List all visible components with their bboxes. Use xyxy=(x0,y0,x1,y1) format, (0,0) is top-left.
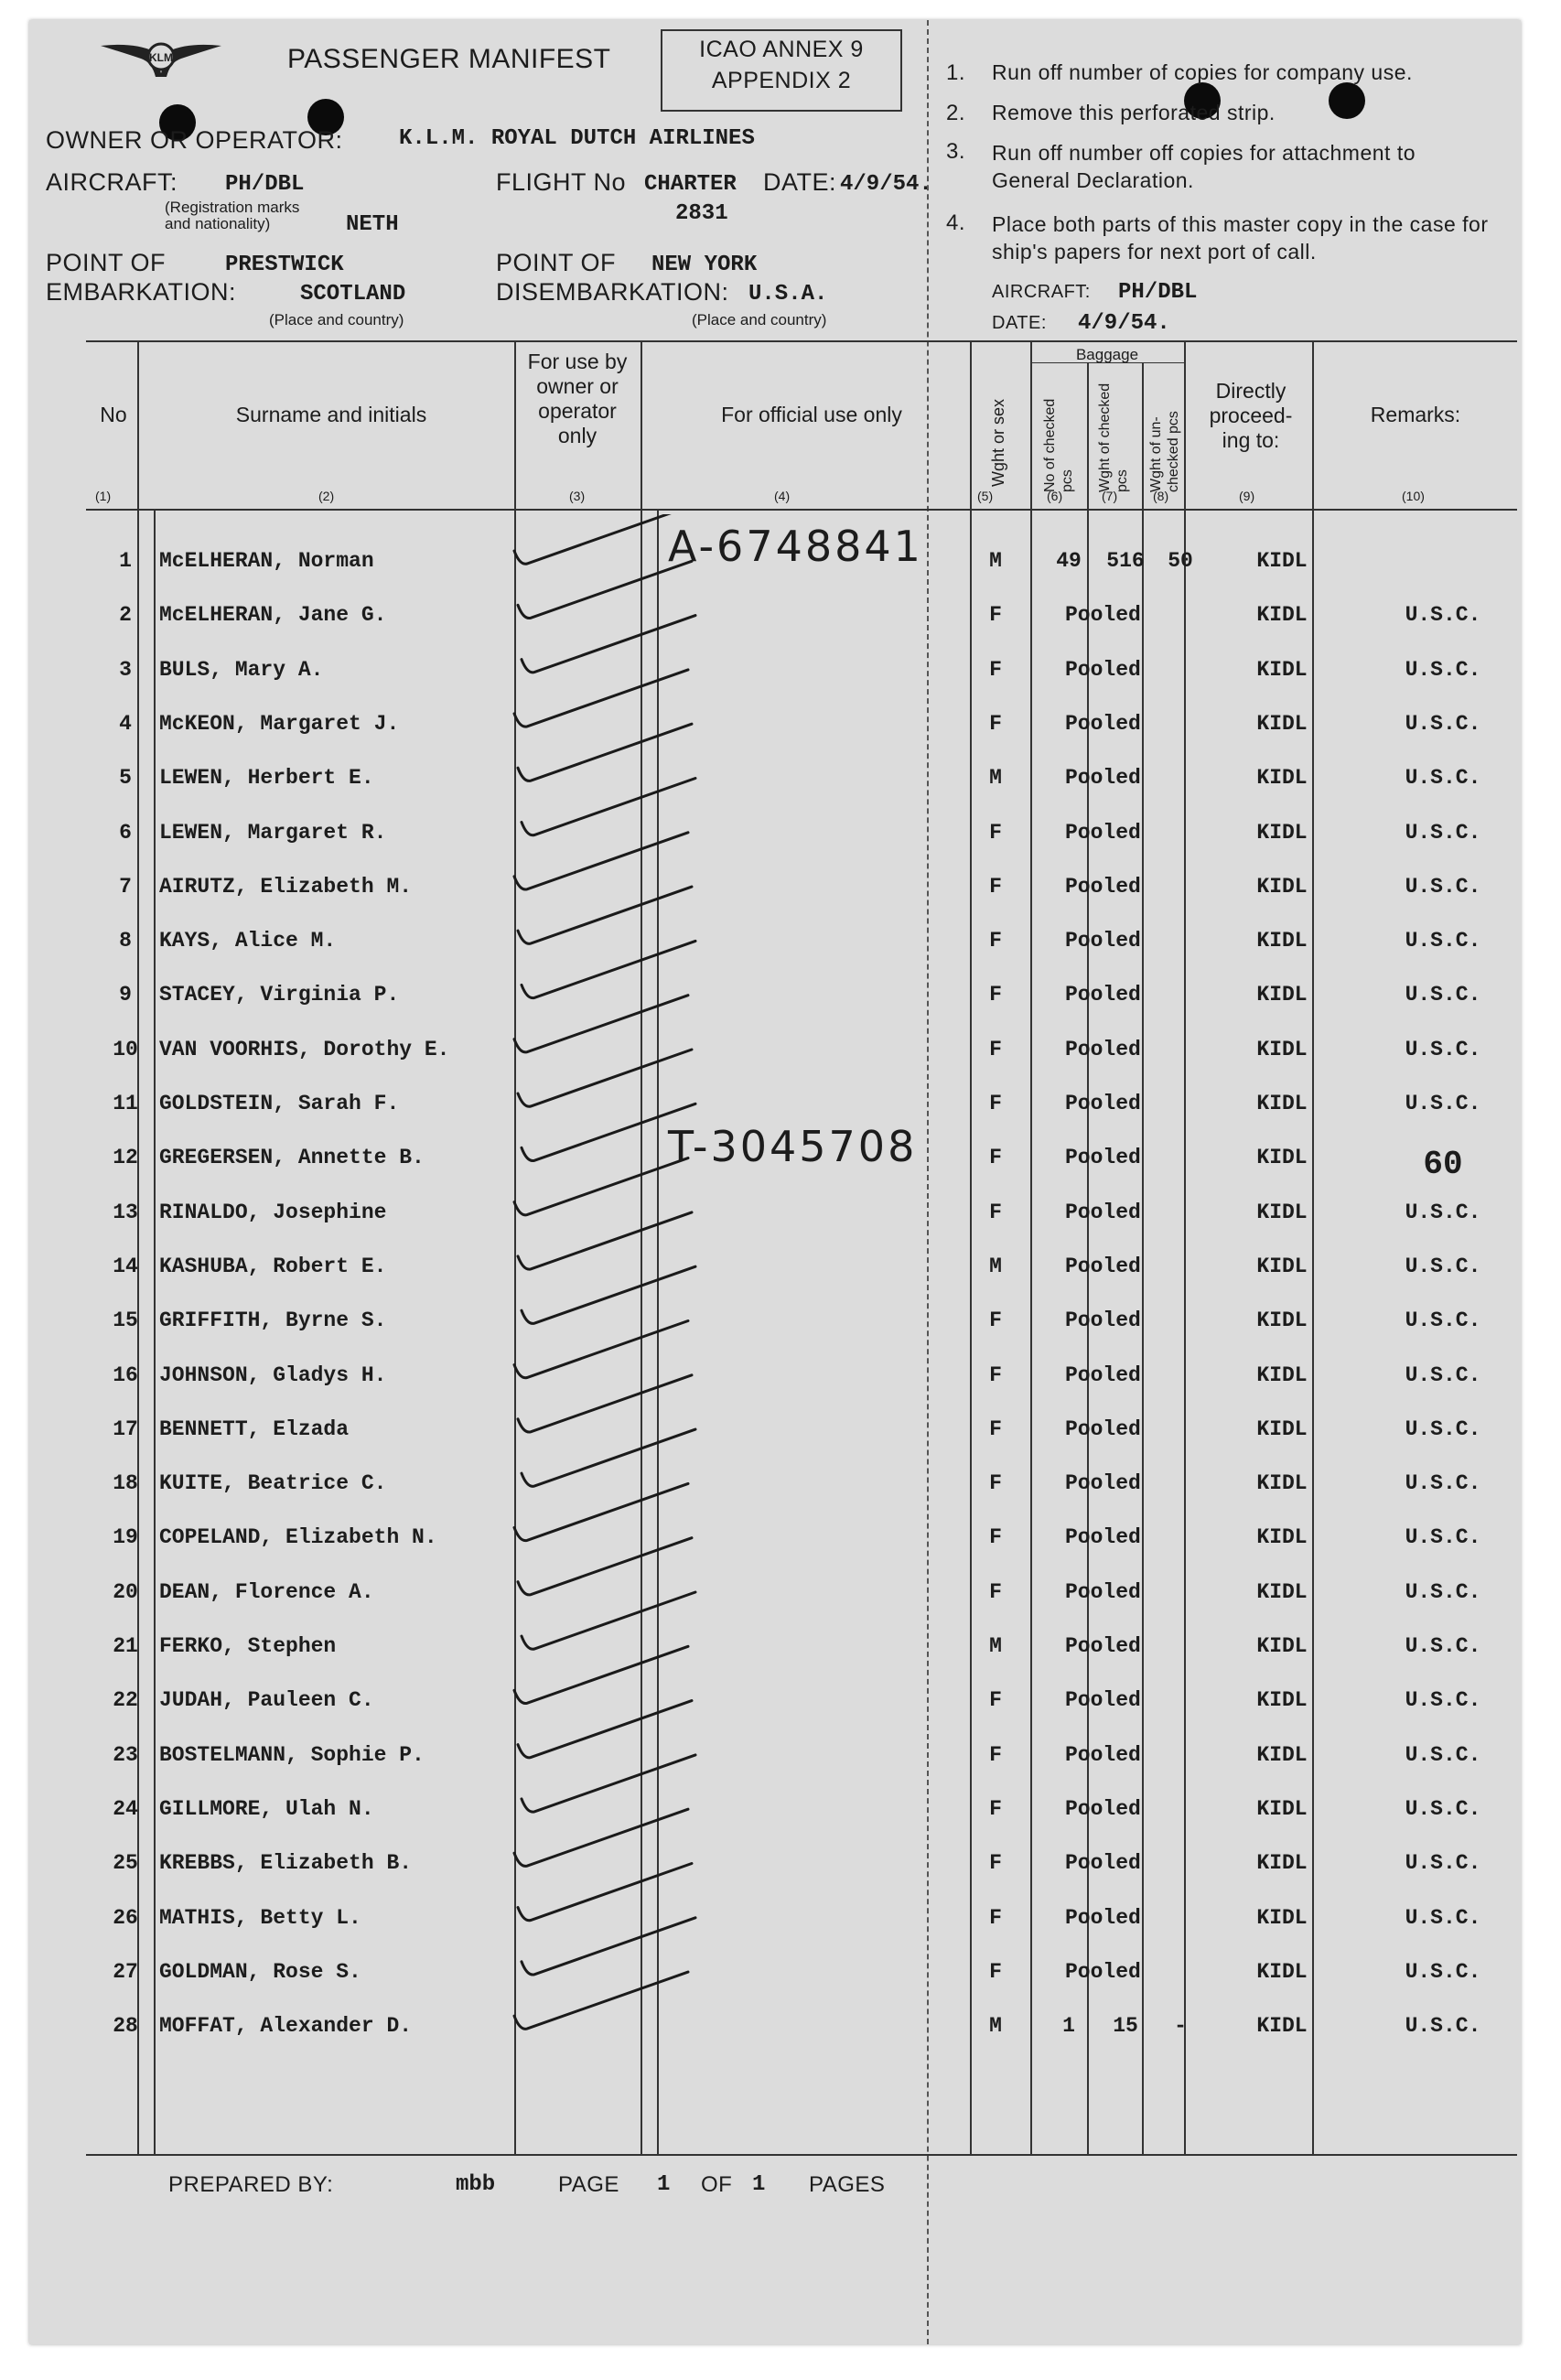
baggage-status: Pooled xyxy=(1065,1851,1141,1876)
col-unchk-header: Wght of un-checked pcs xyxy=(1148,411,1181,492)
passenger-sex: F xyxy=(989,657,1002,682)
passenger-sex: M xyxy=(989,1634,1002,1658)
instruction-text-4: Place both parts of this master copy in the case for ship's papers for next port of call. xyxy=(992,212,1489,264)
baggage-status: Pooled xyxy=(1065,1471,1141,1496)
col-num-10: (10) xyxy=(1402,489,1425,503)
baggage-status: Pooled xyxy=(1065,1416,1141,1441)
passenger-sex: F xyxy=(989,874,1002,899)
passenger-sex: F xyxy=(989,983,1002,1007)
destination: KIDL xyxy=(1256,1200,1308,1224)
disembark-value-2: U.S.A. xyxy=(748,282,828,307)
passenger-name: McKEON, Margaret J. xyxy=(159,711,400,736)
table-row xyxy=(29,1851,1521,1905)
row-number: 1 xyxy=(119,549,132,573)
table-row xyxy=(29,1363,1521,1417)
table-row xyxy=(29,1906,1521,1960)
col-num-3: (3) xyxy=(569,489,586,503)
table-row xyxy=(29,658,1521,712)
baggage-status: Pooled xyxy=(1065,1092,1141,1115)
table-row xyxy=(29,766,1521,820)
destination: KIDL xyxy=(1256,1959,1308,1984)
instruction-num-4: 4. xyxy=(946,210,966,235)
instruction-num-2: 2. xyxy=(946,101,966,125)
remarks: U.S.C. xyxy=(1405,1471,1481,1496)
destination: KIDL xyxy=(1256,1416,1308,1441)
flight-value: CHARTER xyxy=(644,172,737,197)
manifest-title: PASSENGER MANIFEST xyxy=(287,44,611,74)
row-number: 5 xyxy=(119,766,132,791)
col-num-4: (4) xyxy=(774,489,791,503)
embark-value-2: SCOTLAND xyxy=(300,282,406,307)
baggage-status: Pooled xyxy=(1065,874,1141,899)
instruction-text-3: Run off number off copies for attachment to General Declaration. xyxy=(992,141,1416,192)
official-entry-row12: T-3045708 xyxy=(668,1122,918,1171)
col-num-8: (8) xyxy=(1153,489,1169,503)
passenger-name: JOHNSON, Gladys H. xyxy=(159,1362,387,1387)
row-number: 8 xyxy=(119,929,132,953)
flight-number: 2831 xyxy=(675,201,728,226)
destination: KIDL xyxy=(1256,2014,1308,2039)
remarks: U.S.C. xyxy=(1405,1851,1481,1876)
stub-date-value: 4/9/54. xyxy=(1078,311,1170,336)
aircraft-value: PH/DBL xyxy=(225,172,305,197)
destination: KIDL xyxy=(1256,1579,1308,1604)
passenger-table xyxy=(29,20,1521,2344)
row-number: 23 xyxy=(113,1742,138,1767)
passenger-name: McELHERAN, Norman xyxy=(159,549,374,573)
remarks: U.S.C. xyxy=(1405,1254,1481,1278)
baggage-status: Pooled xyxy=(1065,766,1141,791)
official-entry-row1: A-6748841 xyxy=(668,522,923,571)
table-row xyxy=(29,1743,1521,1797)
disembark-place-note: (Place and country) xyxy=(692,311,827,328)
row-number: 16 xyxy=(113,1362,138,1387)
col-num-2: (2) xyxy=(318,489,335,503)
row-number: 22 xyxy=(113,1688,138,1713)
remarks: U.S.C. xyxy=(1405,711,1481,736)
passenger-sex: F xyxy=(989,1362,1002,1387)
destination: KIDL xyxy=(1256,1092,1308,1115)
row-number: 14 xyxy=(113,1254,138,1278)
remarks: 60 xyxy=(1423,1146,1463,1184)
row-number: 6 xyxy=(119,820,132,845)
remarks: U.S.C. xyxy=(1405,1308,1481,1333)
passenger-sex: F xyxy=(989,1146,1002,1170)
passenger-sex: F xyxy=(989,1796,1002,1821)
remarks: U.S.C. xyxy=(1405,1037,1481,1061)
table-row xyxy=(29,1471,1521,1525)
passenger-name: RINALDO, Josephine xyxy=(159,1200,387,1224)
baggage-status: Pooled xyxy=(1065,711,1141,736)
annex-line1: ICAO ANNEX 9 xyxy=(699,37,864,62)
annex-line2: APPENDIX 2 xyxy=(711,68,852,93)
row-number: 9 xyxy=(119,983,132,1007)
remarks: U.S.C. xyxy=(1405,1092,1481,1115)
remarks: U.S.C. xyxy=(1405,1905,1481,1930)
destination: KIDL xyxy=(1256,549,1308,573)
baggage-status: Pooled xyxy=(1065,1742,1141,1767)
table-row xyxy=(29,1797,1521,1851)
date-value: 4/9/54. xyxy=(840,172,932,197)
baggage-status: Pooled xyxy=(1065,1200,1141,1224)
passenger-name: COPELAND, Elizabeth N. xyxy=(159,1525,437,1550)
table-row xyxy=(29,1092,1521,1146)
disembark-label-2: DISEMBARKATION: xyxy=(496,278,729,306)
flight-label: FLIGHT No xyxy=(496,168,627,196)
passenger-name: AIRUTZ, Elizabeth M. xyxy=(159,874,413,899)
passenger-name: BENNETT, Elzada xyxy=(159,1416,350,1441)
destination: KIDL xyxy=(1256,820,1308,845)
row-number: 11 xyxy=(113,1092,138,1115)
passenger-sex: F xyxy=(989,1688,1002,1713)
passenger-sex: F xyxy=(989,1037,1002,1061)
passenger-sex: F xyxy=(989,1525,1002,1550)
row-number: 24 xyxy=(113,1796,138,1821)
owner-label: OWNER OR OPERATOR: xyxy=(46,126,343,154)
passenger-sex: M xyxy=(989,549,1002,573)
remarks: U.S.C. xyxy=(1405,1634,1481,1658)
passenger-name: STACEY, Virginia P. xyxy=(159,983,400,1007)
passenger-name: LEWEN, Herbert E. xyxy=(159,766,374,791)
row-number: 21 xyxy=(113,1634,138,1658)
baggage-status: Pooled xyxy=(1065,1308,1141,1333)
destination: KIDL xyxy=(1256,1634,1308,1658)
baggage-status: Pooled xyxy=(1065,1146,1141,1170)
passenger-name: MATHIS, Betty L. xyxy=(159,1905,361,1930)
destination: KIDL xyxy=(1256,657,1308,682)
col-wght-header: Wght of checked pcs xyxy=(1097,382,1130,492)
row-number: 7 xyxy=(119,874,132,899)
passenger-sex: F xyxy=(989,1416,1002,1441)
row-number: 3 xyxy=(119,657,132,682)
row-number: 28 xyxy=(113,2014,138,2039)
table-row xyxy=(29,1038,1521,1092)
table-row xyxy=(29,929,1521,983)
passenger-sex: F xyxy=(989,1959,1002,1984)
baggage-status: Pooled xyxy=(1065,1905,1141,1930)
row-number: 2 xyxy=(119,603,132,628)
manifest-sheet xyxy=(29,20,1521,2344)
table-row xyxy=(29,875,1521,929)
checked-weight: 516 xyxy=(1106,549,1145,573)
row-number: 15 xyxy=(113,1308,138,1333)
row-number: 4 xyxy=(119,711,132,736)
remarks: U.S.C. xyxy=(1405,1959,1481,1984)
of-label: OF xyxy=(701,2172,733,2197)
remarks: U.S.C. xyxy=(1405,820,1481,845)
passenger-name: KAYS, Alice M. xyxy=(159,929,337,953)
passenger-sex: F xyxy=(989,711,1002,736)
destination: KIDL xyxy=(1256,1037,1308,1061)
owner-value: K.L.M. ROYAL DUTCH AIRLINES xyxy=(399,126,755,151)
table-row xyxy=(29,549,1521,603)
col-num-1: (1) xyxy=(95,489,112,503)
passenger-sex: F xyxy=(989,1471,1002,1496)
table-row xyxy=(29,1580,1521,1634)
row-number: 10 xyxy=(113,1037,138,1061)
nationality-value: NETH xyxy=(346,212,399,237)
passenger-sex: F xyxy=(989,1905,1002,1930)
prepared-by-value: mbb xyxy=(456,2172,496,2197)
col-num-6: (6) xyxy=(1047,489,1063,503)
passenger-sex: F xyxy=(989,1851,1002,1876)
passenger-sex: F xyxy=(989,1092,1002,1115)
row-number: 13 xyxy=(113,1200,138,1224)
unchecked-weight: 50 xyxy=(1168,549,1193,573)
passenger-sex: M xyxy=(989,2014,1002,2039)
disembark-label-1: POINT OF xyxy=(496,249,617,276)
remarks: U.S.C. xyxy=(1405,1525,1481,1550)
instruction-num-1: 1. xyxy=(946,60,966,85)
table-row xyxy=(29,712,1521,766)
col-official-header: For official use only xyxy=(721,403,902,426)
destination: KIDL xyxy=(1256,711,1308,736)
remarks: U.S.C. xyxy=(1405,1362,1481,1387)
baggage-status: Pooled xyxy=(1065,1362,1141,1387)
remarks: U.S.C. xyxy=(1405,766,1481,791)
remarks: U.S.C. xyxy=(1405,657,1481,682)
destination: KIDL xyxy=(1256,1362,1308,1387)
col-name-header: Surname and initials xyxy=(235,403,427,426)
page-label: PAGE xyxy=(558,2172,619,2197)
baggage-status: Pooled xyxy=(1065,657,1141,682)
row-number: 12 xyxy=(113,1146,138,1170)
destination: KIDL xyxy=(1256,1851,1308,1876)
col-num-9: (9) xyxy=(1239,489,1255,503)
passenger-name: GILLMORE, Ulah N. xyxy=(159,1796,374,1821)
table-row xyxy=(29,1417,1521,1471)
table-row xyxy=(29,603,1521,657)
table-row xyxy=(29,1146,1521,1200)
remarks: U.S.C. xyxy=(1405,983,1481,1007)
passenger-sex: F xyxy=(989,1200,1002,1224)
embark-value-1: PRESTWICK xyxy=(225,253,344,277)
table-row xyxy=(29,1634,1521,1688)
destination: KIDL xyxy=(1256,1742,1308,1767)
col-sex-header: Wght or sex xyxy=(989,398,1007,487)
stub-aircraft-value: PH/DBL xyxy=(1118,280,1198,305)
table-row xyxy=(29,1255,1521,1308)
passenger-name: KASHUBA, Robert E. xyxy=(159,1254,387,1278)
destination: KIDL xyxy=(1256,1905,1308,1930)
table-row xyxy=(29,1201,1521,1255)
col-pcs-header: No of checked pcs xyxy=(1042,398,1075,492)
row-number: 19 xyxy=(113,1525,138,1550)
destination: KIDL xyxy=(1256,766,1308,791)
baggage-status: Pooled xyxy=(1065,1579,1141,1604)
embark-label-2: EMBARKATION: xyxy=(46,278,237,306)
destination: KIDL xyxy=(1256,1308,1308,1333)
baggage-status: Pooled xyxy=(1065,1525,1141,1550)
passenger-name: FERKO, Stephen xyxy=(159,1634,337,1658)
destination: KIDL xyxy=(1256,1254,1308,1278)
row-number: 26 xyxy=(113,1905,138,1930)
table-row xyxy=(29,2014,1521,2068)
col-num-7: (7) xyxy=(1102,489,1118,503)
destination: KIDL xyxy=(1256,983,1308,1007)
passenger-name: GREGERSEN, Annette B. xyxy=(159,1146,425,1170)
passenger-sex: F xyxy=(989,1742,1002,1767)
col-remarks-header: Remarks: xyxy=(1370,403,1461,426)
embark-label-1: POINT OF xyxy=(46,249,167,276)
instruction-text-2: Remove this perforated strip. xyxy=(992,101,1276,124)
destination: KIDL xyxy=(1256,1525,1308,1550)
table-row xyxy=(29,821,1521,875)
baggage-status: Pooled xyxy=(1065,1959,1141,1984)
destination: KIDL xyxy=(1256,603,1308,628)
row-number: 25 xyxy=(113,1851,138,1876)
passenger-name: BULS, Mary A. xyxy=(159,657,324,682)
col-num-5: (5) xyxy=(977,489,994,503)
unchecked-weight: - xyxy=(1174,2014,1187,2039)
passenger-sex: F xyxy=(989,1579,1002,1604)
passenger-name: JUDAH, Pauleen C. xyxy=(159,1688,374,1713)
instruction-text-1: Run off number of copies for company use. xyxy=(992,60,1413,84)
passenger-name: KREBBS, Elizabeth B. xyxy=(159,1851,413,1876)
remarks: U.S.C. xyxy=(1405,2014,1481,2039)
baggage-status: Pooled xyxy=(1065,1634,1141,1658)
prepared-by-label: PREPARED BY: xyxy=(168,2172,334,2197)
baggage-status: Pooled xyxy=(1065,983,1141,1007)
col-no-header: No xyxy=(100,403,127,426)
checked-weight: 15 xyxy=(1113,2014,1138,2039)
passenger-name: GOLDMAN, Rose S. xyxy=(159,1959,361,1984)
destination: KIDL xyxy=(1256,1146,1308,1170)
date-label: DATE: xyxy=(763,168,837,196)
baggage-status: Pooled xyxy=(1065,603,1141,628)
table-row xyxy=(29,1525,1521,1579)
remarks: U.S.C. xyxy=(1405,1796,1481,1821)
remarks: U.S.C. xyxy=(1405,1200,1481,1224)
remarks: U.S.C. xyxy=(1405,603,1481,628)
destination: KIDL xyxy=(1256,1471,1308,1496)
table-row xyxy=(29,1308,1521,1362)
baggage-status: Pooled xyxy=(1065,1796,1141,1821)
passenger-name: MOFFAT, Alexander D. xyxy=(159,2014,413,2039)
remarks: U.S.C. xyxy=(1405,1416,1481,1441)
table-row xyxy=(29,983,1521,1037)
pages-label: PAGES xyxy=(809,2172,886,2197)
baggage-status: Pooled xyxy=(1065,1037,1141,1061)
col-baggage-header: Baggage xyxy=(1075,346,1139,363)
svg-text:KLM: KLM xyxy=(149,51,173,64)
destination: KIDL xyxy=(1256,1688,1308,1713)
checked-pieces: 49 xyxy=(1056,549,1082,573)
col-owner-header: For use by owner or operator only xyxy=(527,350,628,447)
passenger-name: McELHERAN, Jane G. xyxy=(159,603,387,628)
passenger-name: GRIFFITH, Byrne S. xyxy=(159,1308,387,1333)
remarks: U.S.C. xyxy=(1405,1742,1481,1767)
passenger-sex: M xyxy=(989,1254,1002,1278)
aircraft-label: AIRCRAFT: xyxy=(46,168,178,196)
of-value: 1 xyxy=(752,2172,766,2197)
embark-place-note: (Place and country) xyxy=(269,311,404,328)
checked-pieces: 1 xyxy=(1062,2014,1075,2039)
stub-date-label: DATE: xyxy=(992,313,1047,333)
row-number: 17 xyxy=(113,1416,138,1441)
passenger-name: GOLDSTEIN, Sarah F. xyxy=(159,1092,400,1115)
passenger-name: BOSTELMANN, Sophie P. xyxy=(159,1742,425,1767)
baggage-status: Pooled xyxy=(1065,1688,1141,1713)
row-number: 20 xyxy=(113,1579,138,1604)
instruction-num-3: 3. xyxy=(946,139,966,164)
destination: KIDL xyxy=(1256,874,1308,899)
passenger-name: VAN VOORHIS, Dorothy E. xyxy=(159,1037,450,1061)
row-number: 18 xyxy=(113,1471,138,1496)
passenger-sex: F xyxy=(989,1308,1002,1333)
passenger-name: LEWEN, Margaret R. xyxy=(159,820,387,845)
remarks: U.S.C. xyxy=(1405,874,1481,899)
table-row xyxy=(29,1960,1521,2014)
disembark-value-1: NEW YORK xyxy=(651,253,758,277)
baggage-status: Pooled xyxy=(1065,820,1141,845)
passenger-sex: F xyxy=(989,929,1002,953)
destination: KIDL xyxy=(1256,1796,1308,1821)
page-value: 1 xyxy=(657,2172,671,2197)
destination: KIDL xyxy=(1256,929,1308,953)
remarks: U.S.C. xyxy=(1405,929,1481,953)
table-row xyxy=(29,1688,1521,1742)
passenger-sex: F xyxy=(989,603,1002,628)
passenger-sex: M xyxy=(989,766,1002,791)
passenger-name: DEAN, Florence A. xyxy=(159,1579,374,1604)
remarks: U.S.C. xyxy=(1405,1579,1481,1604)
stub-aircraft-label: AIRCRAFT: xyxy=(992,282,1091,302)
baggage-status: Pooled xyxy=(1065,929,1141,953)
remarks: U.S.C. xyxy=(1405,1688,1481,1713)
passenger-sex: F xyxy=(989,820,1002,845)
col-directly-header: Directly proceed-ing to: xyxy=(1209,379,1293,452)
row-number: 27 xyxy=(113,1959,138,1984)
registration-note: (Registration marks and nationality) xyxy=(165,199,300,232)
baggage-status: Pooled xyxy=(1065,1254,1141,1278)
passenger-name: KUITE, Beatrice C. xyxy=(159,1471,387,1496)
